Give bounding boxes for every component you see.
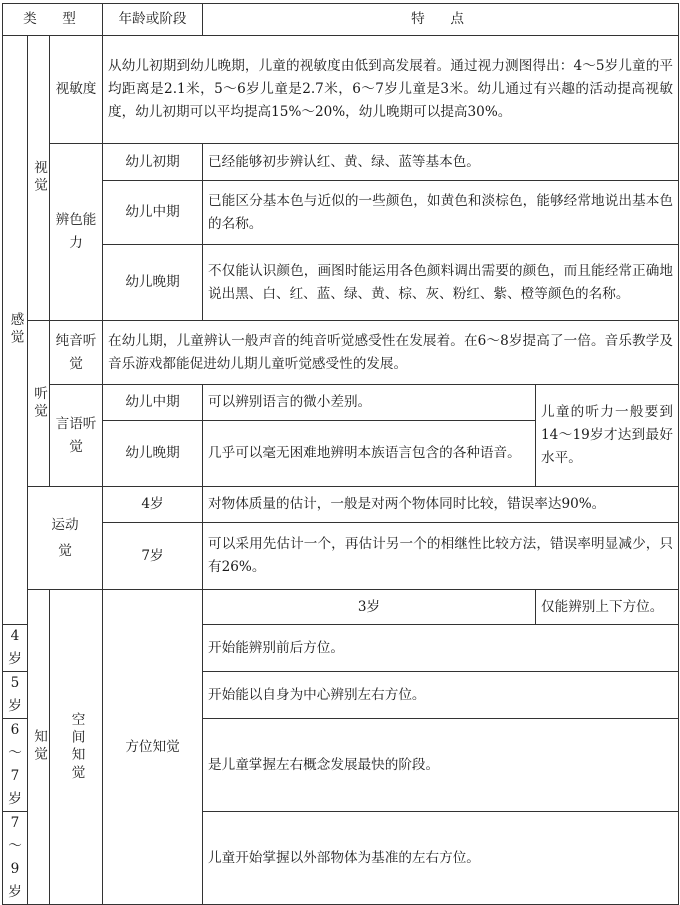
speech-note: 儿童的听力一般要到14～19岁才达到最好水平。 [536, 385, 679, 487]
direction-age-6-7: 6～7岁 [3, 719, 28, 812]
direction-age-7-9: 7～9岁 [3, 812, 28, 905]
color-age-late: 幼儿晚期 [103, 245, 203, 321]
direction-age-5: 5岁 [3, 672, 28, 719]
color-age-early: 幼儿初期 [103, 144, 203, 181]
table-row [3, 321, 679, 385]
direction-label: 方位知觉 [103, 590, 203, 905]
speech-age-middle: 幼儿中期 [103, 385, 203, 421]
table-row [3, 36, 679, 144]
motion-age-7: 7岁 [103, 523, 203, 590]
table-row [3, 144, 679, 181]
color-text-middle: 已能区分基本色与近似的一些颜色，如黄色和淡棕色，能够经常地说出基本色的名称。 [203, 181, 679, 245]
direction-text-5: 开始能以自身为中心辨别左右方位。 [203, 672, 679, 719]
color-text-early: 已经能够初步辨认红、黄、绿、蓝等基本色。 [203, 144, 679, 181]
motion-label [28, 487, 103, 590]
table-row [3, 181, 679, 245]
motion-age-4: 4岁 [103, 487, 203, 523]
color-label: 辨色能力 [50, 144, 103, 321]
speech-label: 言语听觉 [50, 385, 103, 487]
direction-age-4: 4岁 [3, 625, 28, 672]
header-features: 特 点 [203, 4, 679, 36]
table-row [3, 487, 679, 523]
table-row [3, 590, 679, 625]
speech-text-late: 几乎可以毫无困难地辨明本族语言包含的各种语音。 [203, 421, 536, 487]
direction-text-7-9: 儿童开始掌握以外部物体为基准的左右方位。 [203, 812, 679, 905]
direction-text-6-7: 是儿童掌握左右概念发展最快的阶段。 [203, 719, 679, 812]
direction-text-3: 仅能辨别上下方位。 [536, 590, 679, 625]
header-row [3, 4, 679, 36]
direction-age-3: 3岁 [203, 590, 536, 625]
header-type: 类 型 [3, 4, 103, 36]
speech-age-late: 幼儿晚期 [103, 421, 203, 487]
motion-label-text: 运动觉 [51, 517, 79, 559]
acuity-text: 从幼儿初期到幼儿晚期，儿童的视敏度由低到高发展着。通过视力测图得出：4～5岁儿童的平均距离是2.1米，5～6岁儿童是2.7米，6～7岁儿童是3米。幼儿通过有兴趣的活动提高视敏度，幼儿初期可以平均提高15%～20%，幼儿晚期可以提高30%。 [103, 36, 679, 144]
acuity-label: 视敏度 [50, 36, 103, 144]
direction-text-4: 开始能辨别前后方位。 [203, 625, 679, 672]
development-table [2, 3, 679, 905]
pure-label: 纯音听觉 [50, 321, 103, 385]
sensation-label: 感觉 [3, 36, 28, 625]
table-row [3, 245, 679, 321]
color-text-late: 不仅能认识颜色，画图时能运用各色颜料调出需要的颜色，而且能经常正确地说出黑、白、红、蓝、绿、黄、棕、灰、粉红、紫、橙等颜色的名称。 [203, 245, 679, 321]
table-row [3, 523, 679, 590]
table-row [3, 385, 679, 421]
speech-text-middle: 可以辨别语言的微小差别。 [203, 385, 536, 421]
hearing-label: 听觉 [28, 321, 50, 487]
pure-text: 在幼儿期，儿童辨认一般声音的纯音听觉感受性在发展着。在6～8岁提高了一倍。音乐教学及音乐游戏都能促进幼儿期儿童听觉感受性的发展。 [103, 321, 679, 385]
motion-text-4: 对物体质量的估计，一般是对两个物体同时比较，错误率达90%。 [203, 487, 679, 523]
header-age: 年龄或阶段 [103, 4, 203, 36]
vision-label: 视觉 [28, 36, 50, 321]
motion-text-7: 可以采用先估计一个，再估计另一个的相继性比较方法，错误率明显减少，只有26%。 [203, 523, 679, 590]
perception-label: 知觉 [28, 590, 50, 905]
spatial-label: 空间知觉 [50, 590, 103, 905]
color-age-middle: 幼儿中期 [103, 181, 203, 245]
